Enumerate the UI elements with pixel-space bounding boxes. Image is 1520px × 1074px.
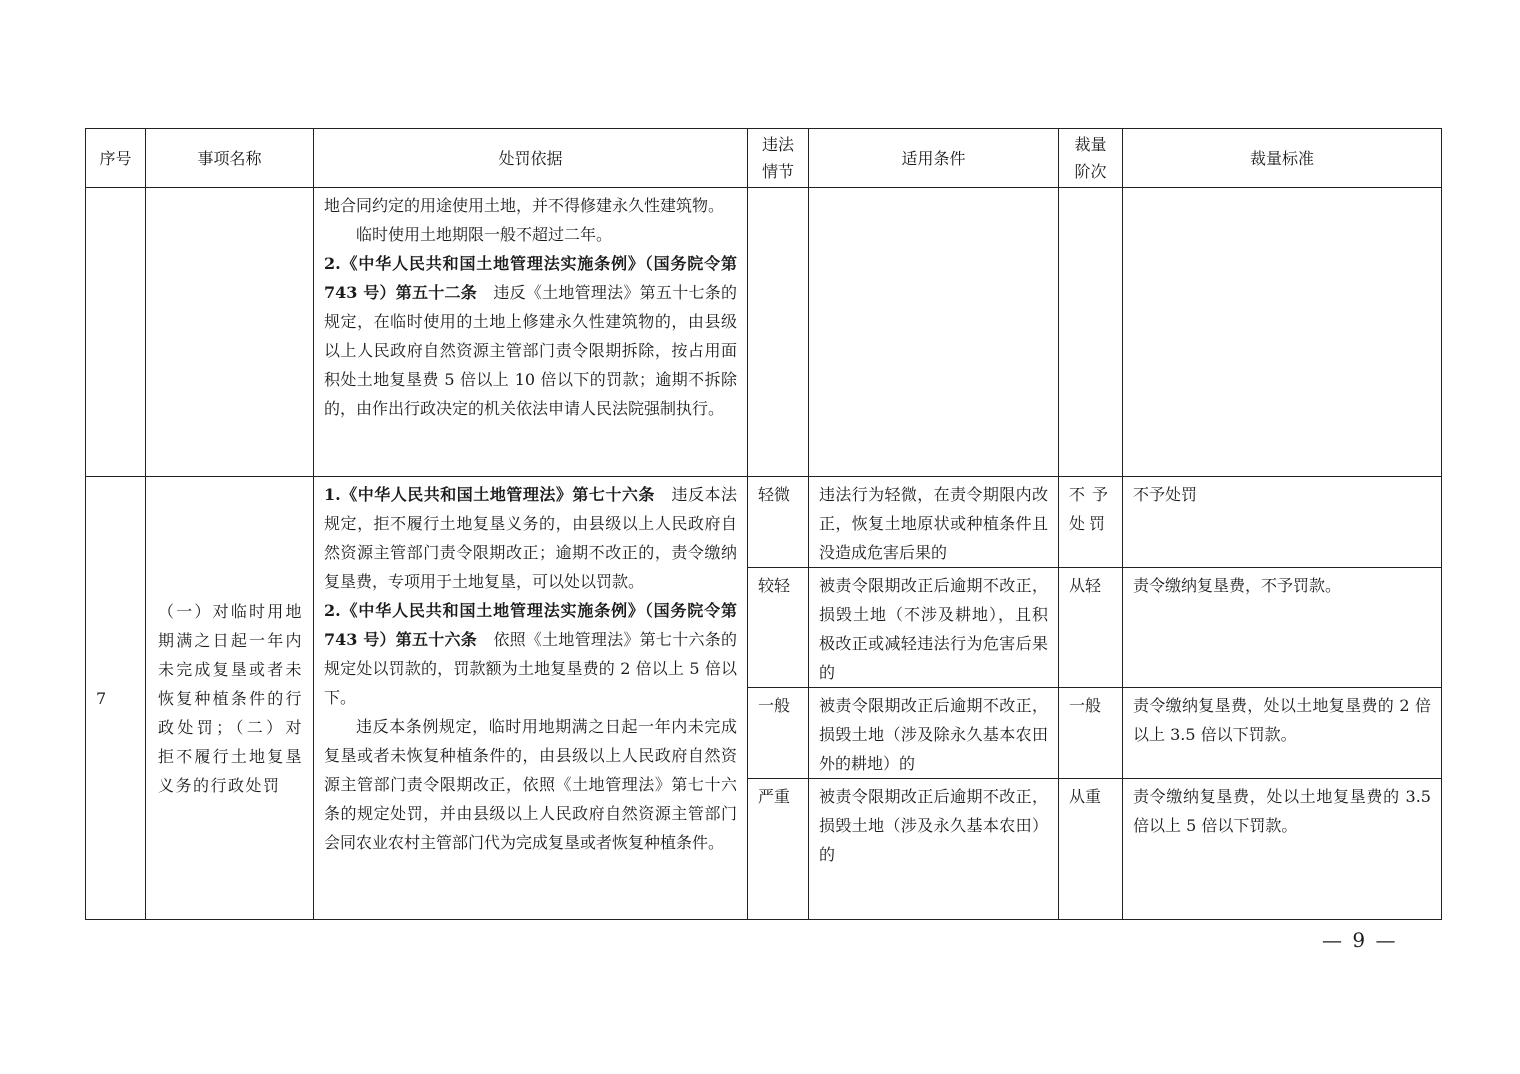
level-2-violation-text: 一般	[758, 696, 791, 715]
page-number: — 9 —	[1322, 928, 1398, 952]
row7-seq: 7	[86, 477, 146, 920]
header-basis: 处罚依据	[314, 129, 748, 188]
cont-level-cell	[1059, 188, 1123, 477]
header-violation-line1: 违法	[761, 135, 794, 154]
header-level-line2: 阶次	[1074, 162, 1107, 181]
level-1-tier	[1059, 568, 1123, 688]
level-0-standard	[1123, 477, 1442, 568]
level-3-violation	[748, 779, 809, 920]
cont-basis-p3-text: 违反《土地管理法》第五十七条的规定，在临时使用的土地上修建永久性建筑物的，由县级以上人民政府自然资源主管部门责令限期拆除，按占用面积处土地复垦费 5 倍以上 10 倍以下的罚款；逾期不拆除的，由作出行政决定的机关依法申请人民法院强制执行。	[324, 283, 737, 418]
level-1-standard	[1123, 568, 1442, 688]
row7-name-cell	[146, 477, 314, 920]
cont-basis-p2: 临时使用土地期限一般不超过二年。	[356, 225, 613, 244]
level-2-tier-text: 一般	[1069, 696, 1102, 715]
level-1-violation	[748, 568, 809, 688]
level-0-tier	[1059, 477, 1123, 568]
header-level-line1: 裁量	[1074, 135, 1107, 154]
level-1-condition	[809, 568, 1059, 688]
level-2-standard	[1123, 688, 1442, 779]
level-0-violation	[748, 477, 809, 568]
level-2-condition-text: 被责令限期改正后逾期不改正，损毁土地（涉及除永久基本农田外的耕地）的	[819, 696, 1048, 773]
level-1-standard-text: 责令缴纳复垦费，不予罚款。	[1133, 576, 1342, 595]
row7-basis-p1	[324, 480, 737, 596]
header-item-name: 事项名称	[146, 129, 314, 188]
level-1-tier-text: 从轻	[1069, 576, 1102, 595]
header-violation	[748, 129, 809, 188]
level-2-tier	[1059, 688, 1123, 779]
cont-basis-p3	[324, 249, 737, 423]
header-standard: 裁量标准	[1123, 129, 1442, 188]
level-3-condition	[809, 779, 1059, 920]
cont-basis-p3-title: 2.《中华人民共和国土地管理法实施条例》（国务院令第 743 号）第五十二条	[324, 254, 737, 302]
cont-name-cell	[146, 188, 314, 477]
penalty-discretion-table	[85, 128, 1442, 920]
level-0-tier-text: 不予处罚	[1069, 485, 1112, 533]
level-2-violation	[748, 688, 809, 779]
row7-basis-p3: 违反本条例规定，临时用地期满之日起一年内未完成复垦或者未恢复种植条件的，由县级以上人民政府自然资源主管部门责令限期改正，依照《土地管理法》第七十六条的规定处罚，并由县级以上人民政府自然资源主管部门会同农业农村主管部门代为完成复垦或者恢复种植条件。	[324, 717, 737, 852]
cont-basis-p1: 地合同约定的用途使用土地，并不得修建永久性建筑物。	[324, 196, 725, 215]
level-0-condition-text: 违法行为轻微，在责令期限内改正，恢复土地原状或种植条件且没造成危害后果的	[819, 485, 1048, 562]
table-row-7-light	[86, 477, 1442, 568]
cont-condition-cell	[809, 188, 1059, 477]
table-header-row	[86, 129, 1442, 188]
level-0-condition	[809, 477, 1059, 568]
level-3-standard	[1123, 779, 1442, 920]
row7-basis-p2	[324, 596, 737, 712]
header-violation-line2: 情节	[761, 162, 794, 181]
level-1-violation-text: 较轻	[758, 576, 791, 595]
row7-basis-p1-title: 1.《中华人民共和国土地管理法》第七十六条	[324, 485, 655, 504]
table-row-continuation	[86, 188, 1442, 477]
row7-basis-p2-title: 2.《中华人民共和国土地管理法实施条例》（国务院令第 743 号）第五十六条	[324, 601, 737, 649]
row7-basis-p2-text: 依照《土地管理法》第七十六条的规定处以罚款的，罚款额为土地复垦费的 2 倍以上 5 倍以下。	[324, 630, 737, 707]
header-condition: 适用条件	[809, 129, 1059, 188]
level-2-standard-text: 责令缴纳复垦费，处以土地复垦费的 2 倍以上 3.5 倍以下罚款。	[1133, 696, 1431, 744]
level-3-condition-text: 被责令限期改正后逾期不改正，损毁土地（涉及永久基本农田）的	[819, 787, 1048, 864]
header-seq: 序号	[86, 129, 146, 188]
header-level	[1059, 129, 1123, 188]
cont-violation-cell	[748, 188, 809, 477]
row7-name: （一）对临时用地期满之日起一年内未完成复垦或者未恢复种植条件的行政处罚；（二）对拒不履行土地复垦义务的行政处罚	[158, 601, 303, 795]
row7-basis-cell	[314, 477, 748, 920]
cont-standard-cell	[1123, 188, 1442, 477]
level-0-violation-text: 轻微	[758, 485, 791, 504]
cont-seq-cell	[86, 188, 146, 477]
level-3-tier-text: 从重	[1069, 787, 1102, 806]
cont-basis-cell	[314, 188, 748, 477]
level-3-tier	[1059, 779, 1123, 920]
penalty-table-container	[85, 128, 1441, 920]
level-3-violation-text: 严重	[758, 787, 791, 806]
level-3-standard-text: 责令缴纳复垦费，处以土地复垦费的 3.5 倍以上 5 倍以下罚款。	[1133, 787, 1431, 835]
row7-basis-p1-text: 违反本法规定，拒不履行土地复垦义务的，由县级以上人民政府自然资源主管部门责令限期改正；逾期不改正的，责令缴纳复垦费，专项用于土地复垦，可以处以罚款。	[324, 485, 737, 591]
level-0-standard-text: 不予处罚	[1133, 485, 1198, 504]
level-1-condition-text: 被责令限期改正后逾期不改正，损毁土地（不涉及耕地），且积极改正或减轻违法行为危害后果的	[819, 576, 1048, 682]
level-2-condition	[809, 688, 1059, 779]
